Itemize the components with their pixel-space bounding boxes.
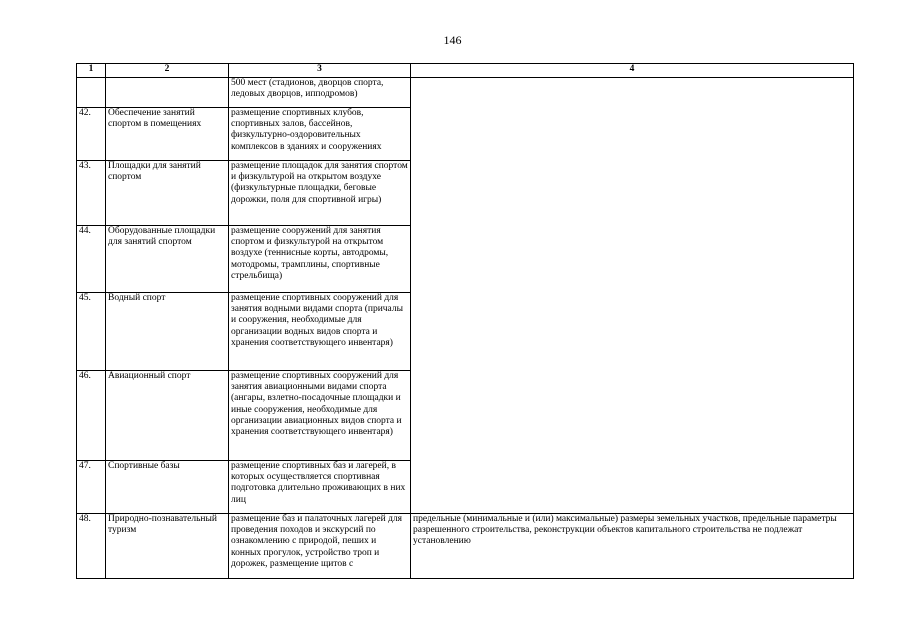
use-type-description: размещение площадок для занятия спортом и физкультурой на открытом воздухе (физкультурные площадки, беговые дорожки, поля для спортивной игры) <box>229 161 411 226</box>
table-row <box>77 78 854 108</box>
row-number <box>77 78 106 108</box>
use-type-description: 500 мест (стадионов, дворцов спорта, ледовых дворцов, ипподромов) <box>229 78 411 108</box>
use-type-name: Площадки для занятий спортом <box>106 161 229 226</box>
table-header-row <box>77 64 854 78</box>
row-number: 44. <box>77 226 106 293</box>
use-type-description: размещение спортивных клубов, спортивных залов, бассейнов, физкультурно-оздоровительных комплексов в зданиях и сооружениях <box>229 108 411 161</box>
column-header-1: 1 <box>77 64 106 78</box>
land-use-table <box>76 63 854 579</box>
column-header-3: 3 <box>229 64 411 78</box>
use-type-parameters <box>411 78 854 514</box>
use-type-description: размещение спортивных сооружений для занятия авиационными видами спорта (ангары, взлетно-посадочные площадки и иные сооружения, необходимые для организации авиационных видов спорта и хранения соответствующего инвентаря) <box>229 371 411 461</box>
use-type-name <box>106 78 229 108</box>
use-type-name: Водный спорт <box>106 293 229 371</box>
row-number: 43. <box>77 161 106 226</box>
use-type-parameters: предельные (минимальные и (или) максимальные) размеры земельных участков, предельные параметры разрешенного строительства, реконструкции объектов капитального строительства не подлежат установлению <box>411 514 854 579</box>
column-header-4: 4 <box>411 64 854 78</box>
use-type-name: Авиационный спорт <box>106 371 229 461</box>
use-type-name: Природно-познавательный туризм <box>106 514 229 579</box>
use-type-description: размещение баз и палаточных лагерей для проведения походов и экскурсий по ознакомлению с природой, пеших и конных прогулок, устройство троп и дорожек, размещение щитов с <box>229 514 411 579</box>
page-number: 146 <box>443 33 462 47</box>
row-number: 46. <box>77 371 106 461</box>
use-type-description: размещение сооружений для занятия спортом и физкультурой на открытом воздухе (теннисные корты, автодромы, мотодромы, трамплины, спортивные стрельбища) <box>229 226 411 293</box>
use-type-name: Обеспечение занятий спортом в помещениях <box>106 108 229 161</box>
use-type-name: Оборудованные площадки для занятий спортом <box>106 226 229 293</box>
row-number: 47. <box>77 461 106 514</box>
row-number: 48. <box>77 514 106 579</box>
table-row <box>77 514 854 579</box>
column-header-2: 2 <box>106 64 229 78</box>
row-number: 45. <box>77 293 106 371</box>
row-number: 42. <box>77 108 106 161</box>
use-type-description: размещение спортивных сооружений для занятия водными видами спорта (причалы и сооружения, необходимые для организации водных видов спорта и хранения соответствующего инвентаря) <box>229 293 411 371</box>
use-type-description: размещение спортивных баз и лагерей, в которых осуществляется спортивная подготовка длительно проживающих в них лиц <box>229 461 411 514</box>
use-type-name: Спортивные базы <box>106 461 229 514</box>
